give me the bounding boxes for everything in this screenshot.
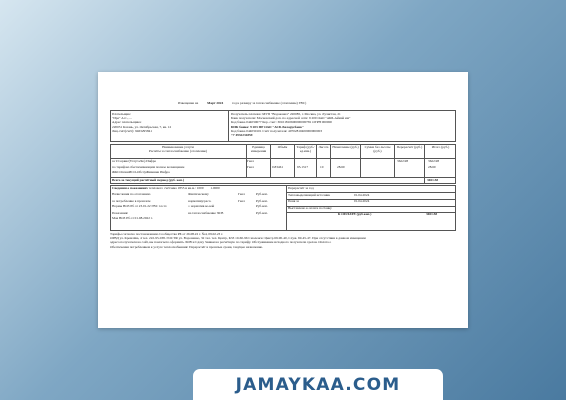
- total-value: 3651.58: [427, 178, 439, 182]
- invoice-document: [98, 72, 468, 328]
- total-label: Всего за текущий расчётный период (руб. коп.): [112, 178, 185, 182]
- table-header-tariff: Тариф (руб./ед.изм.): [296, 145, 315, 154]
- meter-row: за потребление в прошлом нормативу/расч. Гкал Руб.коп.: [112, 199, 268, 203]
- summary-row: Тепловыделяющий источник 01.04.2024: [288, 192, 370, 197]
- meter-heading: Сведения о показаниях теплового счётчика 1855 и кв.м.: 1000 1.0000: [112, 186, 220, 190]
- table-header-unit: Единица измерения: [250, 145, 267, 154]
- document-date: Март 2024: [207, 101, 224, 105]
- summary-row: Выставлено к оплате по банку: [288, 205, 332, 210]
- table-header-service: Наименование услуги Расчёты за теплоснабжение (отопление): [148, 145, 208, 154]
- meter-row: Нормы ВОЗ Рб от 23.01.22 ГВС г.п.тл = норматив ко.кой Руб.коп.: [112, 204, 268, 208]
- document-header: [178, 101, 408, 105]
- table-row: по тарифам обеспечивающим полное возмещение Гкал 0.83461 95.1317 10 28.60 28.60: [112, 164, 436, 169]
- payer-info: Плательщик: "Ира" А.С., ... Адрес плательщика: 220031 Казань, ул. Октябрьская, 7, кв. 12 Лиц.счёт(счёт): 9463295841: [112, 112, 172, 133]
- watermark-banner: [193, 369, 443, 400]
- summary-row-due: К ОПЛАТЕ (руб.коп.) 3651.58: [338, 212, 438, 216]
- table-row: за 9 Сервис(Услуга/Ко) Инфра Гкал 3622.98 3622.98: [112, 159, 440, 163]
- table-header-volume: Объём: [277, 145, 288, 149]
- meter-row: Начисления по отоплению Фактическому Гкал Руб.коп.: [112, 192, 268, 196]
- meter-rows: [112, 192, 284, 221]
- watermark-text: JAMAYKAA.COM: [235, 374, 401, 395]
- meter-row: Моя ВОЗ Рб от 01.08.2022 г.: [112, 216, 153, 220]
- table-header-charge: Начисление (руб.): [332, 145, 359, 149]
- meter-row: Показания: на теплоснабжение ЧСВ Руб.коп.: [112, 211, 268, 215]
- recipient-info: Получатель платежа: МУП "Водоканал" 220085, г. Москва, ул. Лучистая, 21 Банк получателя: Московский доп. по адресной сети: 9 200 ОАО "АКБ-Аймай им" Код банка 044030677 Кор. счет: 30101810600000000781 ОГРН 000000 БИК банка: 9 203 ПР ОАО "АСБ-Беларусбанк" Код банка 044030101 Счёт получателя: 40702810400000000003 +7 4932231859: [231, 112, 351, 138]
- table-body: [111, 159, 456, 176]
- summary-row: Перерасчёт за год: [288, 186, 314, 190]
- summary-row: Пеня за 01.04.2024: [288, 199, 370, 203]
- payment-summary: [288, 186, 454, 219]
- document-title-suffix: год к размеру за теплоснабжение (отопление) ГВС): [232, 101, 307, 105]
- table-row: ЖКСОпланИСО-ОбслуЖивание Инфра: [112, 170, 170, 174]
- document-title: Извещение на: [178, 101, 199, 105]
- table-header-discount: Льгота: [318, 145, 329, 149]
- table-header-no-discount: Сумма без льготы (руб.): [364, 145, 391, 154]
- table-header-total: Итого (руб.): [431, 145, 450, 149]
- table-header-recalc: Перерасчёт (руб.): [396, 145, 423, 149]
- notes: Тарифы согласно постановлению Сообщества РБ от 26.08.22 г. №4, 09.02.23 г. ОРВД ул. Кремлёва, 4 тел. 222-95-038. ГОСТФ ул. Вороненко, 32 тел. тел. Центр, КЗЗ 10-60-96 Смоленск: Центр 69-90-40, Служ. 69-45-47. При отсутствии в данном извещении адреса получателя на сайт, вы помогаете оформить ЛОВ и Сдачу Заявки на расчётную по тарифу. Обслуживание исходного получателя сделан. Оплата о Обеспечения потреблением к услуге теплоснабжения: Перерасчёт в прошлые сроки, текущее назначение.: [110, 232, 366, 249]
